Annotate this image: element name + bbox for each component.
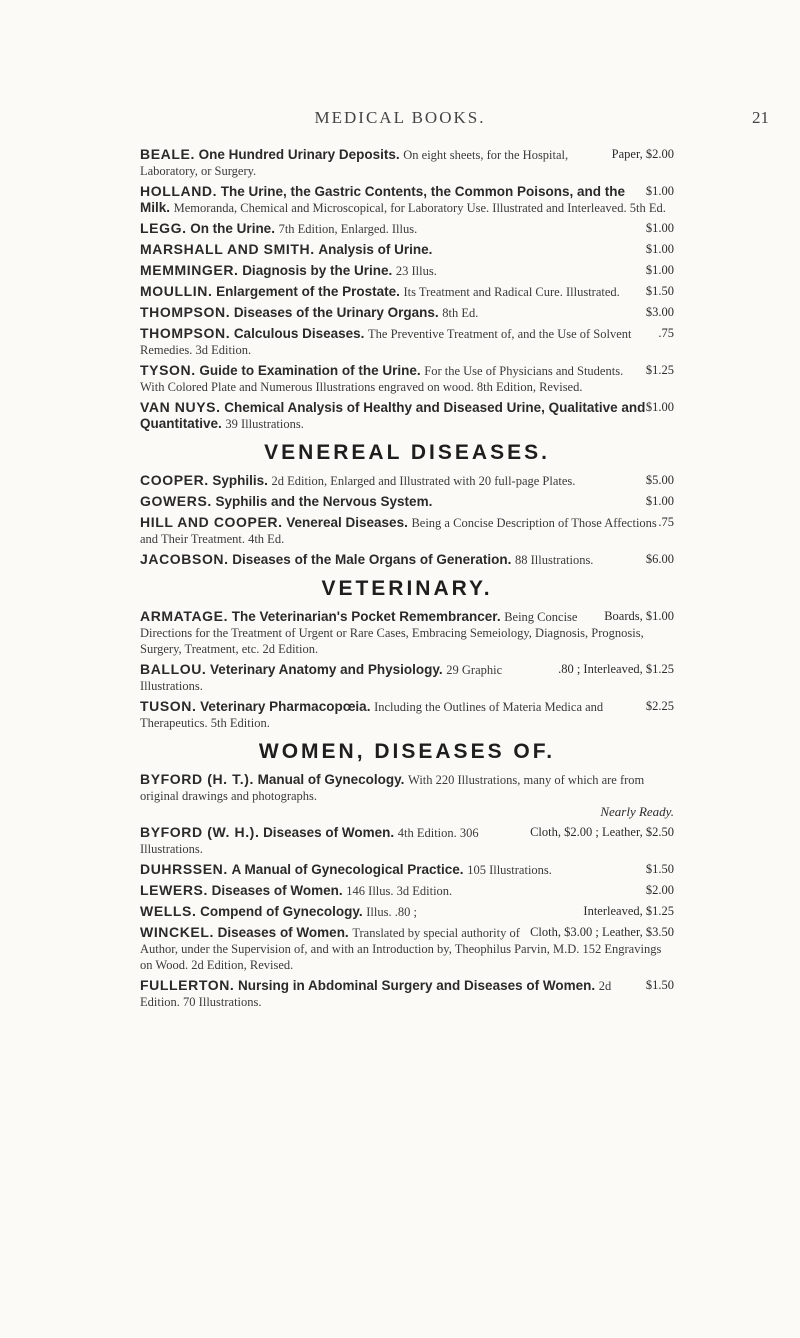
book-author: TUSON. — [140, 698, 197, 714]
book-entry — [140, 146, 674, 179]
book-description: The Preventive Treatment of, and the Use of Solvent Remedies. 3d Edition. — [140, 327, 632, 357]
book-entry — [140, 399, 674, 432]
book-title: Veterinary Pharmacopœia. — [200, 699, 371, 714]
book-price: Cloth, $3.00 ; Leather, $3.50 — [530, 925, 674, 939]
book-description: 146 Illus. 3d Edition. — [346, 884, 453, 898]
book-price: .75 — [658, 515, 674, 529]
book-entry — [140, 698, 674, 731]
book-price: Interleaved, $1.25 — [583, 904, 674, 918]
book-entry — [140, 903, 674, 920]
book-author: COOPER. — [140, 472, 209, 488]
book-entry — [140, 514, 674, 547]
book-price: $1.50 — [645, 284, 674, 298]
book-description: Including the Outlines of Materia Medica and Therapeutics. 5th Edition. — [140, 700, 604, 730]
book-title: Diseases of Women. — [263, 825, 395, 840]
book-entry — [140, 304, 674, 321]
book-author: BALLOU. — [140, 661, 207, 677]
book-entry — [140, 551, 674, 568]
section-heading: VETERINARY. — [321, 577, 493, 600]
book-description: Memoranda, Chemical and Microscopical, for Laboratory Use. Illustrated and Interleaved. 5th Ed. — [173, 201, 666, 215]
book-price: .75 — [658, 326, 674, 340]
book-price: $1.50 — [645, 862, 674, 876]
book-entry — [140, 472, 674, 489]
book-description: Its Treatment and Radical Cure. Illustrated. — [403, 285, 620, 299]
book-author: THOMPSON. — [140, 304, 231, 320]
book-author: BYFORD (H. T.). — [140, 771, 254, 787]
book-description: 7th Edition, Enlarged. Illus. — [278, 222, 418, 236]
book-author: MOULLIN. — [140, 283, 213, 299]
book-author: LEWERS. — [140, 882, 208, 898]
book-entry — [140, 661, 674, 694]
book-price: $6.00 — [645, 552, 674, 566]
book-author: ARMATAGE. — [140, 608, 229, 624]
book-author: GOWERS. — [140, 493, 212, 509]
book-entry — [140, 241, 674, 258]
book-entry — [140, 608, 674, 657]
book-author: TYSON. — [140, 362, 196, 378]
book-entry — [140, 183, 674, 216]
book-title: Diagnosis by the Urine. — [242, 263, 393, 278]
book-entry — [140, 882, 674, 899]
book-author: JACOBSON. — [140, 551, 229, 567]
book-title: Compend of Gynecology. — [200, 904, 363, 919]
book-note: Nearly Ready. — [600, 804, 674, 819]
book-entry — [140, 262, 674, 279]
book-author: MEMMINGER. — [140, 262, 239, 278]
book-title: Syphilis. — [212, 473, 268, 488]
book-title: Veterinary Anatomy and Physiology. — [210, 662, 443, 677]
section-heading: WOMEN, DISEASES OF. — [258, 740, 556, 763]
book-price: $5.00 — [645, 473, 674, 487]
book-description: Being a Concise Description of Those Affections and Their Treatment. 4th Ed. — [140, 516, 657, 546]
book-title: One Hundred Urinary Deposits. — [198, 147, 400, 162]
catalog-content — [140, 146, 674, 1014]
book-description: 4th Edition. 306 Illustrations. — [140, 826, 479, 856]
book-title: The Veterinarian's Pocket Remembrancer. — [231, 609, 501, 624]
book-price: $2.25 — [645, 699, 674, 713]
book-title: Calculous Diseases. — [233, 326, 365, 341]
book-title: A Manual of Gynecological Practice. — [231, 862, 464, 877]
book-price: Boards, $1.00 — [604, 609, 674, 623]
book-author: LEGG. — [140, 220, 187, 236]
book-entry — [140, 861, 674, 878]
book-author: MARSHALL AND SMITH. — [140, 241, 315, 257]
book-price: $1.00 — [645, 263, 674, 277]
book-entry — [140, 493, 674, 510]
book-title: Chemical Analysis of Healthy and Diseased Urine, Qualitative and Quantitative. — [140, 400, 646, 431]
book-description: 2d Edition, Enlarged and Illustrated with 20 full-page Plates. — [271, 474, 576, 488]
book-description: 29 Graphic Illustrations. — [140, 663, 503, 693]
book-title: Venereal Diseases. — [286, 515, 408, 530]
book-author: BEALE. — [140, 146, 195, 162]
book-price: $2.00 — [645, 883, 674, 897]
book-description: Illus. .80 ; — [366, 905, 417, 919]
section-heading: VENEREAL DISEASES. — [264, 441, 550, 464]
book-description: 8th Ed. — [442, 306, 479, 320]
book-author: WELLS. — [140, 903, 197, 919]
book-entry — [140, 824, 674, 857]
book-author: BYFORD (W. H.). — [140, 824, 260, 840]
book-price: $1.25 — [645, 363, 674, 377]
book-description: With 220 Illustrations, many of which are from original drawings and photographs. — [140, 773, 645, 803]
book-author: FULLERTON. — [140, 977, 235, 993]
book-title: Manual of Gynecology. — [257, 772, 405, 787]
book-description: Being Concise Directions for the Treatment of Urgent or Rare Cases, Embracing Semeiology, Diagnosis, Prognosis, Surgery, Treatment, etc. 2d Edition. — [140, 610, 644, 656]
book-description: On eight sheets, for the Hospital, Laboratory, or Surgery. — [140, 148, 569, 178]
book-author: WINCKEL. — [140, 924, 215, 940]
book-title: Diseases of the Male Organs of Generation. — [232, 552, 512, 567]
book-title: Analysis of Urine. — [318, 242, 433, 257]
book-price: .80 ; Interleaved, $1.25 — [558, 662, 674, 676]
book-price: $1.50 — [645, 978, 674, 992]
book-price: $1.00 — [645, 494, 674, 508]
book-author: THOMPSON. — [140, 325, 231, 341]
book-author: HOLLAND. — [140, 183, 218, 199]
book-entry — [140, 924, 674, 973]
book-description: 39 Illustrations. — [225, 417, 304, 431]
book-price: Cloth, $2.00 ; Leather, $2.50 — [530, 825, 674, 839]
book-entry — [140, 283, 674, 300]
book-title: Nursing in Abdominal Surgery and Diseases of Women. — [238, 978, 596, 993]
book-entry — [140, 362, 674, 395]
book-entry — [140, 771, 674, 820]
book-description: Translated by special authority of Author, under the Supervision of, and with an Introduction by, Theophilus Parvin, M.D. 152 Engravings on Wood. 2d Edition, Revised. — [140, 926, 662, 972]
book-price: Paper, $2.00 — [611, 147, 674, 161]
book-title: On the Urine. — [190, 221, 275, 236]
book-description: 2d Edition. 70 Illustrations. — [140, 979, 612, 1009]
book-price: $1.00 — [645, 242, 674, 256]
book-price: $3.00 — [645, 305, 674, 319]
page-number: 21 — [752, 108, 769, 127]
book-description: 88 Illustrations. — [514, 553, 594, 567]
book-entry — [140, 220, 674, 237]
book-price: $1.00 — [645, 184, 674, 198]
book-title: Diseases of Women. — [211, 883, 343, 898]
book-description: For the Use of Physicians and Students. With Colored Plate and Numerous Illustrations engraved on wood. 8th Edition, Revised. — [140, 364, 624, 394]
book-title: Diseases of Women. — [217, 925, 349, 940]
book-title: Enlargement of the Prostate. — [216, 284, 400, 299]
book-title: Syphilis and the Nervous System. — [215, 494, 433, 509]
running-head: MEDICAL BOOKS. — [314, 108, 486, 127]
book-title: Diseases of the Urinary Organs. — [233, 305, 439, 320]
book-entry — [140, 977, 674, 1010]
book-description: 23 Illus. — [395, 264, 437, 278]
book-price: $1.00 — [645, 221, 674, 235]
book-author: DUHRSSEN. — [140, 861, 228, 877]
book-price: $1.00 — [645, 400, 674, 414]
book-title: The Urine, the Gastric Contents, the Common Poisons, and the Milk. — [140, 184, 626, 215]
book-title: Guide to Examination of the Urine. — [199, 363, 421, 378]
book-entry — [140, 325, 674, 358]
book-description: 105 Illustrations. — [467, 863, 552, 877]
book-author: HILL AND COOPER. — [140, 514, 283, 530]
book-author: VAN NUYS. — [140, 399, 221, 415]
